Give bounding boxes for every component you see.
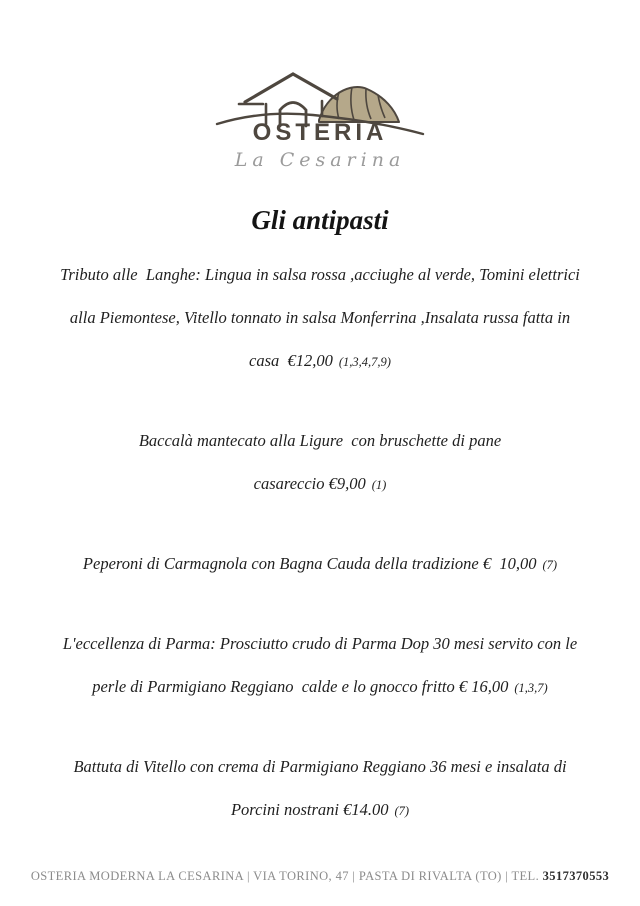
menu-line [20,746,620,789]
menu-line [20,340,620,383]
menu-item-baccala [20,420,620,506]
menu-line [20,254,620,297]
logo-wordmark: OSTERIA [252,119,388,146]
dish-text: Battuta di Vitello con crema di Parmigiano Reggiano 36 mesi e insalata di [73,757,567,776]
menu-line [20,297,620,340]
section-title: Gli antipasti [251,205,389,235]
dish-text: casa €12,00 [249,351,333,370]
menu-item-battuta-vitello [20,746,620,832]
allergen-note: (1,3,4,7,9) [338,355,391,369]
dish-text: casareccio €9,00 [253,474,366,493]
menu-item-eccellenza-parma [20,623,620,709]
dish-text: perle di Parmigiano Reggiano calde e lo gnocco fritto € 16,00 [92,677,509,696]
allergen-note: (1) [371,478,387,492]
dish-text: Porcini nostrani €14.00 [230,800,389,819]
logo-script-name: La Cesarina [234,149,406,171]
menu-line [20,666,620,709]
menu-line [20,543,620,586]
allergen-note: (7) [542,558,558,572]
dish-text: L'eccellenza di Parma: Prosciutto crudo di Parma Dop 30 mesi servito con le [62,634,578,653]
antipasti-list [0,254,640,832]
footer-phone-number: 3517370553 [542,869,610,883]
footer-address-text: OSTERIA MODERNA LA CESARINA | VIA TORINO, 47 | PASTA DI RIVALTA (TO) | TEL. [30,869,543,883]
menu-line [20,420,620,463]
dish-text: Peperoni di Carmagnola con Bagna Cauda della tradizione € 10,00 [82,554,537,573]
menu-line [20,463,620,506]
menu-item-peperoni [20,543,620,586]
restaurant-logo [0,0,640,172]
menu-line [20,789,620,832]
dish-text: Tributo alle Langhe: Lingua in salsa rossa ,acciughe al verde, Tomini elettrici [60,265,580,284]
dish-text: alla Piemontese, Vitello tonnato in salsa Monferrina ,Insalata russa fatta in [69,308,571,327]
menu-line [20,623,620,666]
menu-item-tributo-langhe [20,254,620,383]
allergen-note: (7) [394,804,410,818]
allergen-note: (1,3,7) [514,681,548,695]
dish-text: Baccalà mantecato alla Ligure con bruschette di pane [138,431,502,450]
footer-contact-line [0,869,640,884]
